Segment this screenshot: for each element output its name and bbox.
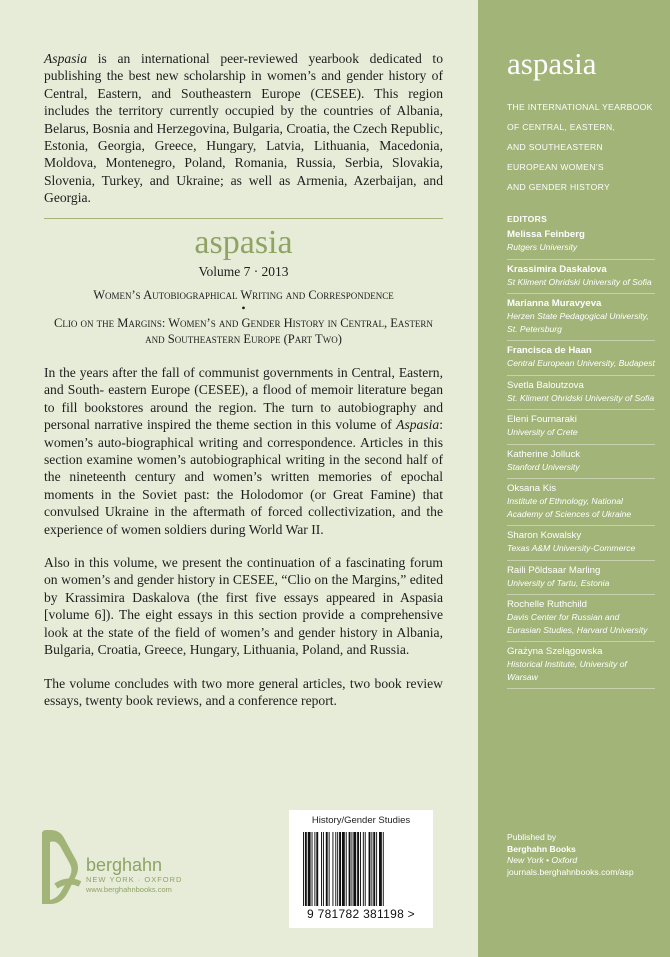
divider-rule <box>44 218 443 219</box>
editor-affiliation: St Kliment Ohridski University of Sofia <box>507 276 652 287</box>
isbn-number: 9 781782 381198 > <box>307 907 415 921</box>
editor-name: Grażyna Szelągowska <box>507 646 603 657</box>
sidebar-subtitle <box>507 97 662 197</box>
body-paragraph-2: Also in this volume, we present the continuation of a fascinating forum on women’s and gender history in CESEE, “Clio on the Margins,” edited by Krassimira Daskalova (the first five essays appeared in Aspasia [volume 6]). The eight essays in this section provide a comprehensive look at the state of the field of women’s and gender history in Albania, Bulgaria, Croatia, Greece, Hungary, Lithuania, Poland, and Russia. <box>44 555 443 658</box>
editor-affiliation: Herzen State Pedagogical University, St. Petersburg <box>507 311 649 334</box>
publisher-logo-text <box>86 855 182 895</box>
editor-affiliation: Institute of Ethnology, National Academy of Sciences of Ukraine <box>507 496 632 519</box>
subtitle-line: AND SOUTHEASTERN <box>507 142 603 152</box>
forum-section-title: Clio on the Margins: Women’s and Gender History in Central, Eastern and Southeastern Europe (Part Two) <box>54 316 433 346</box>
editor-name: Svetla Baloutzova <box>507 379 584 391</box>
volume-number: Volume 7 · 2013 <box>198 264 289 279</box>
editor-entry <box>507 595 655 642</box>
editor-name: Francisca de Haan <box>507 345 592 356</box>
editor-affiliation: St. Kliment Ohridski University of Sofia <box>507 392 655 403</box>
editor-name: Marianna Muravyeva <box>507 298 602 309</box>
publisher-info <box>507 832 657 878</box>
editor-affiliation: Stanford University <box>507 461 580 472</box>
editor-entry <box>507 526 655 561</box>
editor-affiliation: University of Crete <box>507 427 578 437</box>
body-p1-italic: Aspasia <box>396 417 440 433</box>
editor-entry <box>507 479 655 526</box>
publisher-cities: New York • Oxford <box>507 855 578 865</box>
barcode-box <box>289 810 433 928</box>
editor-entry <box>507 561 655 596</box>
publisher-name: Berghahn Books <box>507 843 576 854</box>
editor-name: Oksana Kis <box>507 483 557 494</box>
editor-entry <box>507 410 655 445</box>
editors-heading: EDITORS <box>507 214 548 224</box>
editor-entry <box>507 225 655 260</box>
editor-affiliation: University of Tartu, Estonia <box>507 577 610 588</box>
logo-name: berghahn <box>86 855 163 875</box>
intro-paragraph <box>44 50 443 207</box>
editor-entry <box>507 642 655 689</box>
barcode-category-label: History/Gender Studies <box>311 815 411 826</box>
description-body <box>44 364 443 725</box>
published-by-label: Published by <box>507 832 557 842</box>
editor-name: Krassimira Daskalova <box>507 263 607 275</box>
editors-list <box>507 213 655 689</box>
editor-entry <box>507 341 655 376</box>
bullet-separator: • <box>241 301 246 315</box>
body-p1-end: : women’s auto-biographical writing and correspondence. Articles in this section examine women’s autobiographical writing in the second half of the nineteenth century and women’s written memories of epochal moments in the Soviet past: the Holodomor (or Great Famine) that convulsed Ukraine in the aftermath of forced collectivization, and the experience of women soldiers during World War II. <box>44 417 443 537</box>
editor-name: Melissa Feinberg <box>507 229 585 240</box>
editorial-sidebar <box>478 0 670 957</box>
editor-name: Sharon Kowalsky <box>507 530 582 541</box>
editor-affiliation: Rutgers University <box>507 242 578 252</box>
editor-name: Eleni Fournaraki <box>507 414 577 425</box>
editor-affiliation: Central European University, Budapest <box>507 358 655 368</box>
sidebar-journal-title: aspasia <box>507 46 597 81</box>
editor-affiliation: Historical Institute, University of Warsaw <box>507 659 627 682</box>
body-paragraph-3: The volume concludes with two more general articles, two book review essays, twenty book reviews, and a conference report. <box>44 675 443 708</box>
intro-aspasia-italic: Aspasia <box>44 51 88 66</box>
editor-affiliation: Davis Center for Russian and Eurasian Studies, Harvard University <box>507 612 648 635</box>
body-paragraph-1 <box>44 364 443 538</box>
editor-affiliation: Texas A&M University-Commerce <box>507 543 636 553</box>
subtitle-line: THE INTERNATIONAL YEARBOOK <box>507 102 653 112</box>
subtitle-line: AND GENDER HISTORY <box>507 182 610 192</box>
editor-name: Katherine Jolluck <box>507 448 581 460</box>
editor-entry <box>507 260 655 295</box>
publisher-url: journals.berghahnbooks.com/asp <box>507 866 634 877</box>
logo-city: NEW YORK · OXFORD <box>86 875 183 884</box>
editor-name: Rochelle Ruthchild <box>507 599 587 610</box>
subtitle-line: EUROPEAN WOMEN’S <box>507 162 604 172</box>
body-p1-start: In the years after the fall of communist governments in Central, Eastern, and South- eastern Europe (CESEE), a flood of memoir literature began to fill bookstores around the region. The turn to autobiography and personal narrative inspired the theme section in this volume of <box>44 365 443 433</box>
subtitle-line: OF CENTRAL, EASTERN, <box>507 122 616 132</box>
isbn-barcode-icon <box>303 832 419 906</box>
journal-title: aspasia <box>194 224 293 261</box>
editor-entry <box>507 376 655 411</box>
intro-text: is an international peer-reviewed yearbook dedicated to publishing the best new scholarship in women’s and gender history of Central, Eastern, and Southeastern Europe (CESEE). This region includes the territory currently occupied by the countries of Albania, Belarus, Bosnia and Herzegovina, Bulgaria, Croatia, the Czech Republic, Estonia, Georgia, Greece, Hungary, Latvia, Lithuania, Macedonia, Moldova, Montenegro, Poland, Romania, Russia, Serbia, Slovakia, Slovenia, Turkey, and Ukraine; as well as Armenia, Azerbaijan, and Georgia. <box>44 51 444 206</box>
volume-title-block <box>44 224 443 347</box>
editor-name: Raili Põldsaar Marling <box>507 564 601 576</box>
editor-entry <box>507 445 655 480</box>
editor-entry <box>507 294 655 341</box>
logo-url: www.berghahnbooks.com <box>86 885 172 894</box>
theme-section-title: Women’s Autobiographical Writing and Correspondence <box>93 288 394 302</box>
